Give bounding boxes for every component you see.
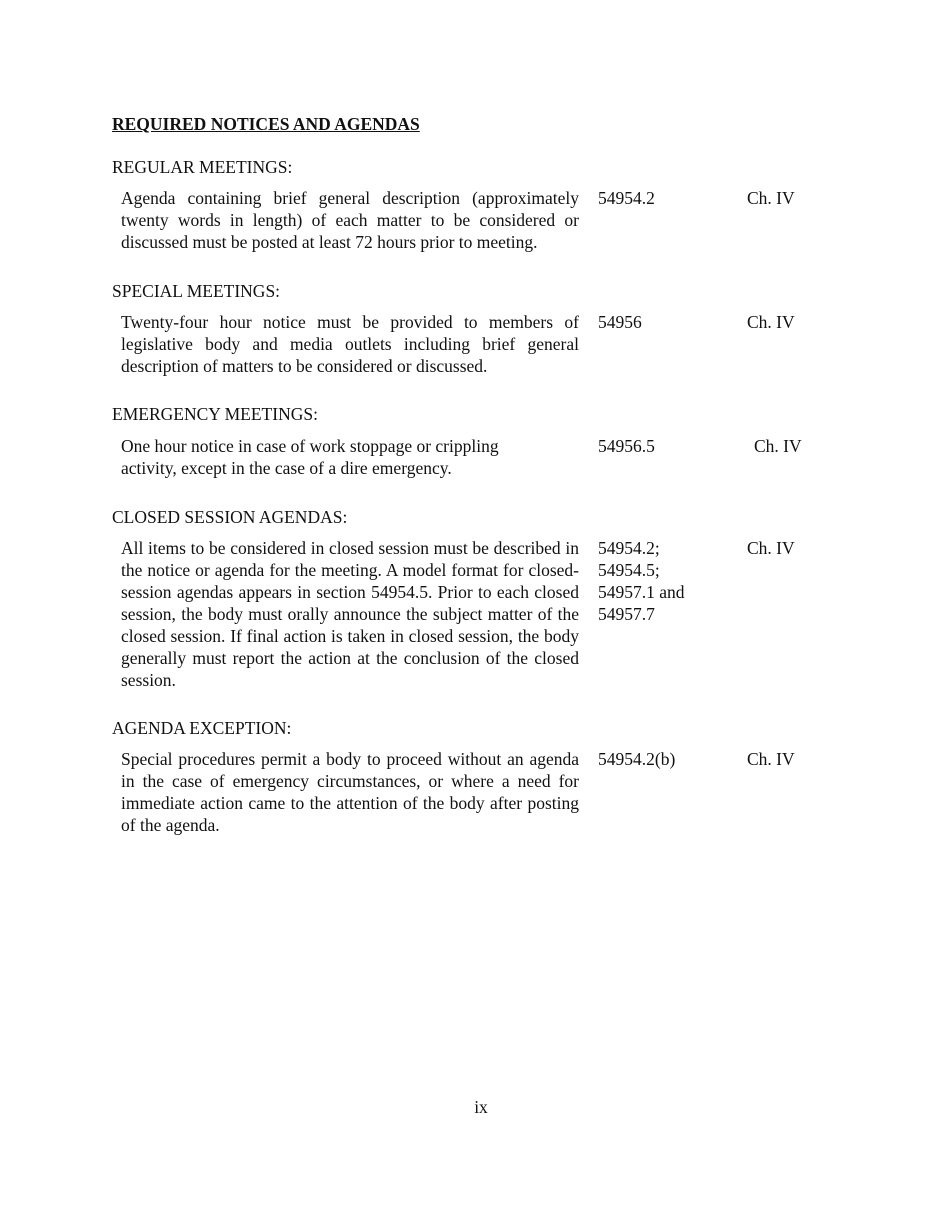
section-description-agenda-exception: Special procedures permit a body to proceed without an agenda in the case of emergency circumstances, or where a need for immediate action came to the attention of the body after posting of the agenda. [121,749,579,835]
section-description-regular-meetings: Agenda containing brief general description (approximately twenty words in length) of each matter to be considered or discussed must be posted at least 72 hours prior to meeting. [121,188,579,252]
section-description-closed-session-agendas: All items to be considered in closed session must be described in the notice or agenda for the meeting. A model format for closed-session agendas appears in section 54954.5. Prior to each closed session, the body must orally announce the subject matter of the closed session. If final action is taken in closed session, the body generally must report the action at the conclusion of the closed session. [121,538,579,690]
section-chapter-ref-agenda-exception: Ch. IV [747,749,795,769]
section-code-agenda-exception: 54954.2(b) [598,749,676,769]
section-heading-special-meetings: SPECIAL MEETINGS: [112,281,281,301]
section-chapter-ref-special-meetings: Ch. IV [747,312,795,332]
section-description-special-meetings: Twenty-four hour notice must be provided to members of legislative body and media outlets including brief general description of matters to be considered or discussed. [121,312,579,376]
section-chapter-ref-closed-session-agendas: Ch. IV [747,538,795,558]
section-heading-regular-meetings: REGULAR MEETINGS: [112,157,293,177]
section-code-emergency-meetings: 54956.5 [598,436,655,456]
section-chapter-ref-regular-meetings: Ch. IV [747,188,795,208]
section-heading-closed-session-agendas: CLOSED SESSION AGENDAS: [112,507,348,527]
section-code-closed-session-agendas: 54954.2; 54954.5; 54957.1 and 54957.7 [598,538,685,624]
page-title: REQUIRED NOTICES AND AGENDAS [112,114,420,134]
section-code-regular-meetings: 54954.2 [598,188,655,208]
page-number: ix [474,1097,488,1117]
section-heading-agenda-exception: AGENDA EXCEPTION: [112,718,292,738]
section-code-special-meetings: 54956 [598,312,642,332]
section-chapter-ref-emergency-meetings: Ch. IV [754,436,802,456]
section-heading-emergency-meetings: EMERGENCY MEETINGS: [112,404,318,424]
section-description-emergency-meetings: One hour notice in case of work stoppage or crippling activity, except in the case of a dire emergency. [121,436,499,478]
